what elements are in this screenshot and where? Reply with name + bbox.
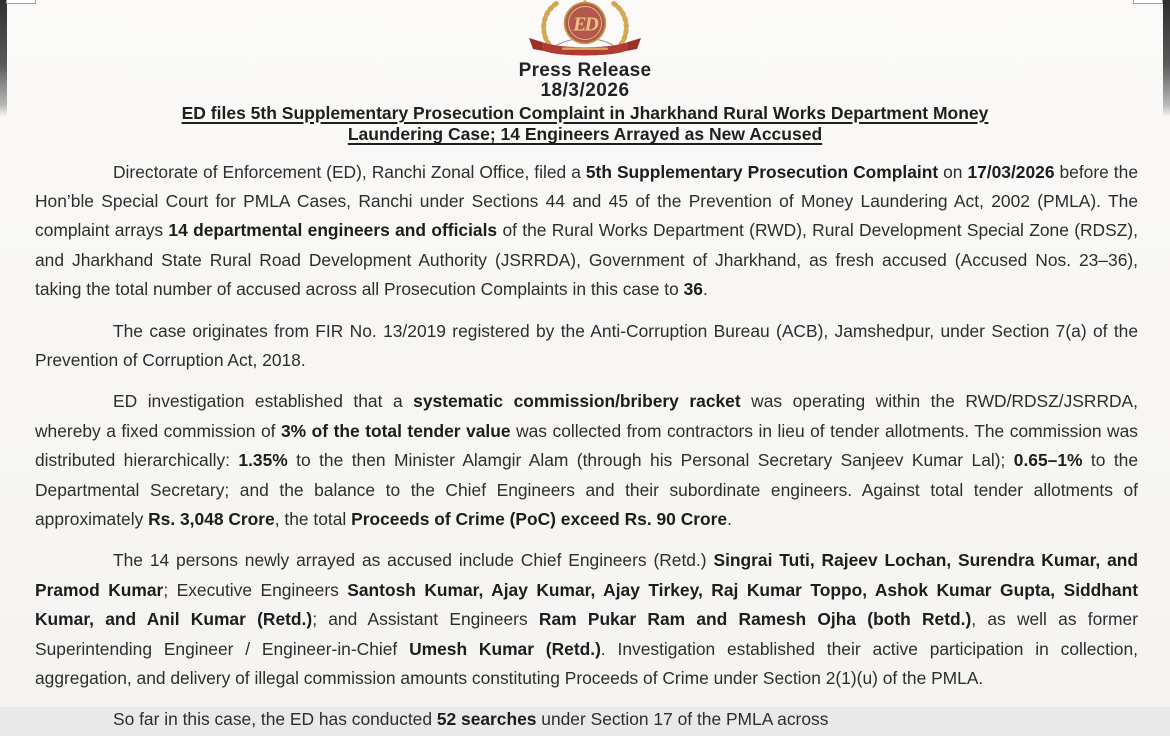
emphasized-text: 14 departmental engineers and officials bbox=[168, 220, 498, 241]
body-text-segment: was collected from contractors in lieu of tender allotments. The commission was distributed hierarchically: bbox=[35, 420, 1138, 471]
emphasized-text: 52 searches bbox=[436, 709, 537, 730]
emphasized-text: systematic commission/bribery racket bbox=[413, 391, 741, 412]
press-release-label: Press Release bbox=[518, 60, 652, 81]
emphasized-text: 1.35% bbox=[238, 450, 288, 471]
emphasized-text: 5th Supplementary Prosecution Complaint bbox=[585, 161, 939, 182]
body-text-segment: to the then Minister Alamgir Alam (through his Personal Secretary Sanjeev Kumar Lal); bbox=[287, 450, 1014, 471]
body-text-segment: of the Rural Works Department (RWD), Rural Development Special Zone (RDSZ), and Jharkhand State Rural Road Development Authority (JSRRDA), Government of Jharkhand, as fresh accused (Accused Nos. 23–36), taking the total number of accused across all Prosecution Complaints in this case to bbox=[35, 220, 1138, 300]
body-text-segment: under Section 17 of the PMLA across bbox=[536, 709, 829, 730]
ed-emblem-icon bbox=[522, 0, 648, 57]
title-line-1: ED files 5th Supplementary Prosecution Complaint in Jharkhand Rural Works Department Money bbox=[181, 102, 989, 123]
release-date: 18/3/2026 bbox=[540, 79, 630, 101]
emphasized-text: Rs. 3,048 Crore bbox=[148, 509, 275, 530]
body-text-segment: The case originates from FIR No. 13/2019 registered by the Anti-Corruption Bureau (ACB), Jamshedpur, under Section 7(a) of the Prevention of Corruption Act, 2018. bbox=[35, 320, 1138, 370]
body-text-segment: . Investigation established their active participation in collection, aggregation, and delivery of illegal commission amounts constituting Proceeds of Crime under Section 2(1)(u) of the PMLA. bbox=[35, 638, 1138, 689]
ribbon-text-strip bbox=[562, 48, 608, 50]
scan-corner-tab-right bbox=[1133, 0, 1163, 4]
body-paragraph bbox=[35, 546, 1138, 693]
body-paragraph bbox=[35, 705, 1138, 734]
body-paragraph bbox=[35, 387, 1138, 534]
emphasized-text: 3% of the total tender value bbox=[281, 420, 511, 441]
emphasized-text: 0.65–1% bbox=[1013, 450, 1083, 471]
body-text-segment: , the total bbox=[274, 509, 352, 530]
ribbon-tail-right bbox=[626, 38, 641, 51]
emphasized-text: Singrai Tuti, Rajeev Lochan, Surendra Kumar, and Pramod Kumar bbox=[35, 550, 1138, 600]
scan-edge-left bbox=[0, 0, 7, 117]
wreath-left bbox=[544, 3, 557, 49]
logo-container bbox=[0, 0, 1170, 57]
emphasized-text: Umesh Kumar (Retd.) bbox=[409, 638, 601, 659]
scan-corner-tab-left bbox=[6, 0, 36, 4]
emphasized-text: Santosh Kumar, Ajay Kumar, Ajay Tirkey, Raj Kumar Toppo, Ashok Kumar Gupta, Siddhant Kumar, and Anil Kumar (Retd.) bbox=[35, 579, 1138, 630]
document-header bbox=[0, 0, 1170, 146]
body-text-segment: ; and Assistant Engineers bbox=[312, 609, 539, 630]
emphasized-text: Ram Pukar Ram and Ramesh Ojha (both Retd.) bbox=[538, 609, 972, 630]
emphasized-text: Proceeds of Crime (PoC) exceed Rs. 90 Crore bbox=[351, 509, 728, 530]
body-text-segment: to the Departmental Secretary; and the balance to the Chief Engineers and their subordinate engineers. Against total tender allotments of approximately bbox=[35, 450, 1138, 530]
body-text-segment: before the Hon’ble Special Court for PMLA Cases, Ranchi under Sections 44 and 45 of the Prevention of Money Laundering Act, 2002 (PMLA). The complaint arrays bbox=[35, 161, 1138, 241]
body-text-segment: The 14 persons newly arrayed as accused include Chief Engineers (Retd.) bbox=[113, 550, 714, 571]
body-paragraph bbox=[35, 317, 1138, 376]
emphasized-text: 17/03/2026 bbox=[967, 161, 1055, 182]
ribbon-tail-left bbox=[529, 38, 544, 51]
document-body bbox=[35, 158, 1138, 735]
wreath-right bbox=[613, 3, 626, 49]
body-text-segment: . bbox=[702, 279, 708, 300]
body-text-segment: on bbox=[938, 161, 968, 182]
body-text-segment: , as well as former Superintending Engineer / Engineer-in-Chief bbox=[35, 609, 1138, 659]
scan-edge-right bbox=[1163, 0, 1170, 117]
body-text-segment: . bbox=[727, 509, 732, 530]
body-text-segment: ; Executive Engineers bbox=[163, 579, 348, 600]
body-text-segment: Directorate of Enforcement (ED), Ranchi Zonal Office, filed a bbox=[113, 161, 586, 182]
body-text-segment: So far in this case, the ED has conducted bbox=[113, 709, 437, 730]
ed-monogram: ED bbox=[573, 13, 597, 36]
emphasized-text: 36 bbox=[683, 279, 703, 300]
body-paragraph bbox=[35, 158, 1138, 305]
document-title bbox=[0, 103, 1170, 146]
body-text-segment: ED investigation established that a bbox=[113, 391, 414, 412]
title-line-2: Laundering Case; 14 Engineers Arrayed as New Accused bbox=[347, 124, 823, 145]
body-text-segment: was operating within the RWD/RDSZ/JSRRDA, whereby a fixed commission of bbox=[35, 391, 1138, 441]
